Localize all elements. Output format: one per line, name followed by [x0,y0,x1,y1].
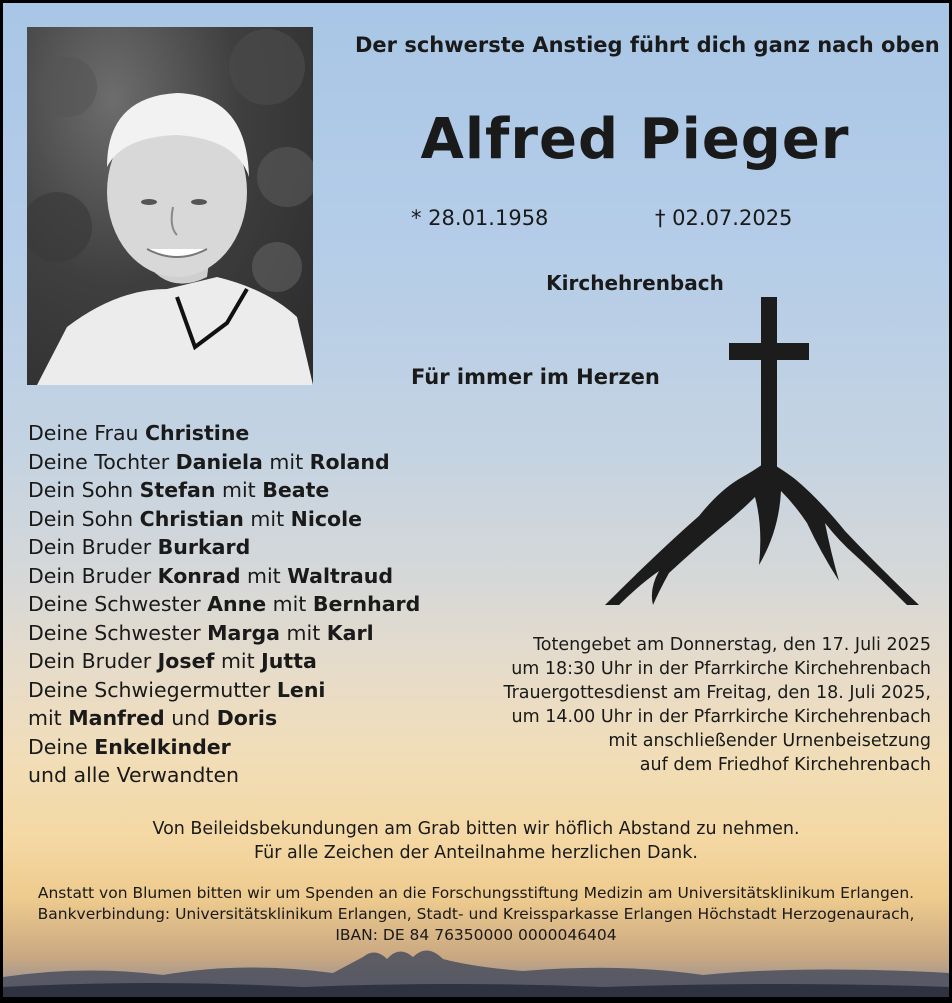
service-line: mit anschließender Urnenbeisetzung [608,731,931,751]
family-member: Dein Sohn Christian mit Nicole [28,506,363,531]
service-details [503,633,931,777]
family-member: Deine Schwiegermutter Leni [28,677,326,702]
donation-line: Bankverbindung: Universitätsklinikum Erlangen, Stadt- und Kreissparkasse Erlangen Höchstadt Herzogenaurach, [37,905,915,923]
family-member: Deine Frau Christine [28,421,250,445]
service-line: Totengebet am Donnerstag, den 17. Juli 2025 [533,635,931,655]
portrait-photo [27,27,313,385]
birth-date: * 28.01.1958 [411,206,549,230]
family-member: Dein Sohn Stefan mit Beate [28,478,330,502]
thanks-note [3,817,949,865]
iban-line: IBAN: DE 84 76350000 0000046404 [335,926,617,944]
service-line: um 14.00 Uhr in der Pfarrkirche Kirchehrenbach [511,707,931,727]
family-member: Deine Tochter Daniela mit Roland [28,449,390,474]
death-date: † 02.07.2025 [655,206,793,230]
family-member: Deine Enkelkinder [28,734,231,759]
donation-line: Anstatt von Blumen bitten wir um Spenden an die Forschungsstiftung Medizin am Universitätsklinikum Erlangen. [37,884,915,902]
portrait-illustration [27,27,313,385]
tribute-line: Für immer im Herzen [411,365,660,389]
family-member: Dein Bruder Josef mit Jutta [28,649,317,673]
hometown: Kirchehrenbach [546,271,724,295]
deceased-name: Alfred Pieger [420,107,850,172]
family-member: mit Manfred und Doris [28,706,278,730]
motto: Der schwerste Anstieg führt dich ganz nach oben [355,33,940,57]
cross-on-mountain-icon [599,291,925,611]
thanks-line: Von Beileidsbekundungen am Grab bitten wir höflich Abstand zu nehmen. [152,819,800,839]
thanks-line: Für alle Zeichen der Anteilnahme herzlichen Dank. [254,843,698,863]
sunset-landscape [3,937,949,997]
obituary-notice [3,3,949,997]
service-line: um 18:30 Uhr in der Pfarrkirche Kirchehrenbach [511,659,931,679]
family-member: Dein Bruder Burkard [28,535,251,559]
service-line: Trauergottesdienst am Freitag, den 18. Juli 2025, [503,683,931,703]
family-member: Dein Bruder Konrad mit Waltraud [28,563,394,588]
family-member: Deine Schwester Marga mit Karl [28,620,374,645]
family-list [28,419,420,790]
service-line: auf dem Friedhof Kirchehrenbach [639,755,931,775]
family-member: und alle Verwandten [28,763,240,787]
family-member: Deine Schwester Anne mit Bernhard [28,592,421,616]
